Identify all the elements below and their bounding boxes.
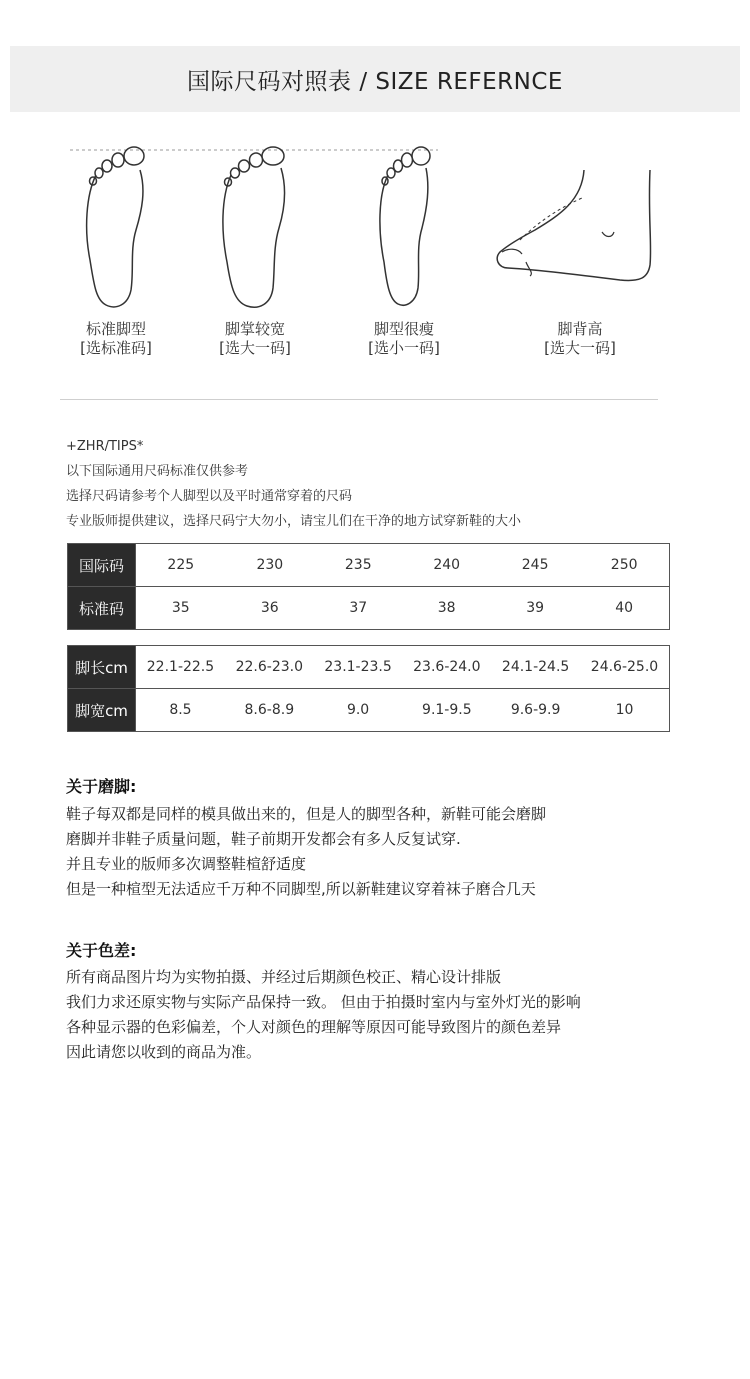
- foot-sub: [选大一码]: [219, 339, 291, 357]
- paragraph-line: 并且专业的版师多次调整鞋楦舒适度: [66, 855, 307, 873]
- table-row: [68, 646, 670, 689]
- foot-sole-wide-icon: [215, 140, 295, 310]
- table-cell: 10: [580, 689, 670, 732]
- paragraph-line: 磨脚并非鞋子质量问题，鞋子前期开发都会有多人反复试穿.: [66, 830, 461, 848]
- table-cell: 22.6-23.0: [225, 646, 314, 689]
- table-cell: 37: [314, 587, 402, 630]
- foot-label: 标准脚型: [85, 320, 146, 338]
- foot-sub: [选小一码]: [368, 339, 440, 357]
- foot-label: 脚型很瘦: [373, 320, 434, 338]
- row-header: 脚宽cm: [68, 689, 136, 732]
- table-cell: 8.6-8.9: [225, 689, 314, 732]
- table-cell: 40: [579, 587, 669, 630]
- foot-sole-icon: [76, 140, 156, 310]
- foot-label: 脚背高: [557, 320, 603, 338]
- page-title-bar: [10, 46, 740, 112]
- foot-sole-thin-icon: [364, 140, 444, 310]
- foot-side-icon: [490, 140, 670, 310]
- table-cell: 245: [491, 544, 579, 587]
- row-header: 脚长cm: [68, 646, 136, 689]
- tips-line: +ZHR/TIPS*: [66, 439, 144, 454]
- table-cell: 9.1-9.5: [402, 689, 491, 732]
- table-cell: 38: [402, 587, 490, 630]
- table-row: [68, 689, 670, 732]
- foot-type-wide: [170, 140, 340, 358]
- paragraph-line: 我们力求还原实物与实际产品保持一致。 但由于拍摄时室内与室外灯光的影响: [66, 993, 581, 1011]
- tips-line: 以下国际通用尺码标准仅供参考: [66, 464, 249, 479]
- section-body-color: [66, 965, 581, 1065]
- table-cell: 24.6-25.0: [580, 646, 670, 689]
- table-cell: 230: [226, 544, 314, 587]
- row-header: 国际码: [68, 544, 136, 587]
- foot-sub: [选大一码]: [544, 339, 616, 357]
- table-row: [68, 587, 670, 630]
- table-cell: 250: [579, 544, 669, 587]
- table-cell: 9.0: [314, 689, 403, 732]
- table-cell: 23.1-23.5: [314, 646, 403, 689]
- section-title-rubbing: 关于磨脚:: [66, 777, 137, 796]
- paragraph-line: 所有商品图片均为实物拍摄、并经过后期颜色校正、精心设计排版: [66, 968, 502, 986]
- section-body-rubbing: [66, 802, 546, 902]
- section-title-color: 关于色差:: [66, 941, 137, 960]
- paragraph-line: 但是一种楦型无法适应千万种不同脚型,所以新鞋建议穿着袜子磨合几天: [66, 880, 536, 898]
- paragraph-line: 因此请您以收到的商品为准。: [66, 1043, 262, 1061]
- tips-line: 选择尺码请参考个人脚型以及平时通常穿着的尺码: [66, 489, 353, 504]
- page-title: 国际尺码对照表 / SIZE REFERNCE: [187, 68, 563, 95]
- foot-type-thin: [319, 140, 489, 358]
- table-cell: 35: [136, 587, 226, 630]
- table-cell: 9.6-9.9: [491, 689, 580, 732]
- table-cell: 39: [491, 587, 579, 630]
- row-header: 标准码: [68, 587, 136, 630]
- table-row: [68, 544, 670, 587]
- foot-label: 脚掌较宽: [224, 320, 285, 338]
- tips-block: [66, 434, 521, 534]
- table-cell: 24.1-24.5: [491, 646, 580, 689]
- foot-type-high-instep: [490, 140, 670, 358]
- table-cell: 225: [136, 544, 226, 587]
- table-cell: 8.5: [136, 689, 225, 732]
- table-cell: 36: [226, 587, 314, 630]
- paragraph-line: 各种显示器的色彩偏差，个人对颜色的理解等原因可能导致图片的颜色差异: [66, 1018, 562, 1036]
- table-cell: 23.6-24.0: [402, 646, 491, 689]
- tips-line: 专业版师提供建议，选择尺码宁大勿小，请宝儿们在干净的地方试穿新鞋的大小: [66, 514, 522, 529]
- table-cell: 22.1-22.5: [136, 646, 225, 689]
- size-table-codes: [67, 543, 670, 630]
- table-cell: 235: [314, 544, 402, 587]
- section-divider: [60, 399, 658, 400]
- table-cell: 240: [402, 544, 490, 587]
- foot-sub: [选标准码]: [80, 339, 152, 357]
- size-table-dimensions: [67, 645, 670, 732]
- paragraph-line: 鞋子每双都是同样的模具做出来的，但是人的脚型各种，新鞋可能会磨脚: [66, 805, 547, 823]
